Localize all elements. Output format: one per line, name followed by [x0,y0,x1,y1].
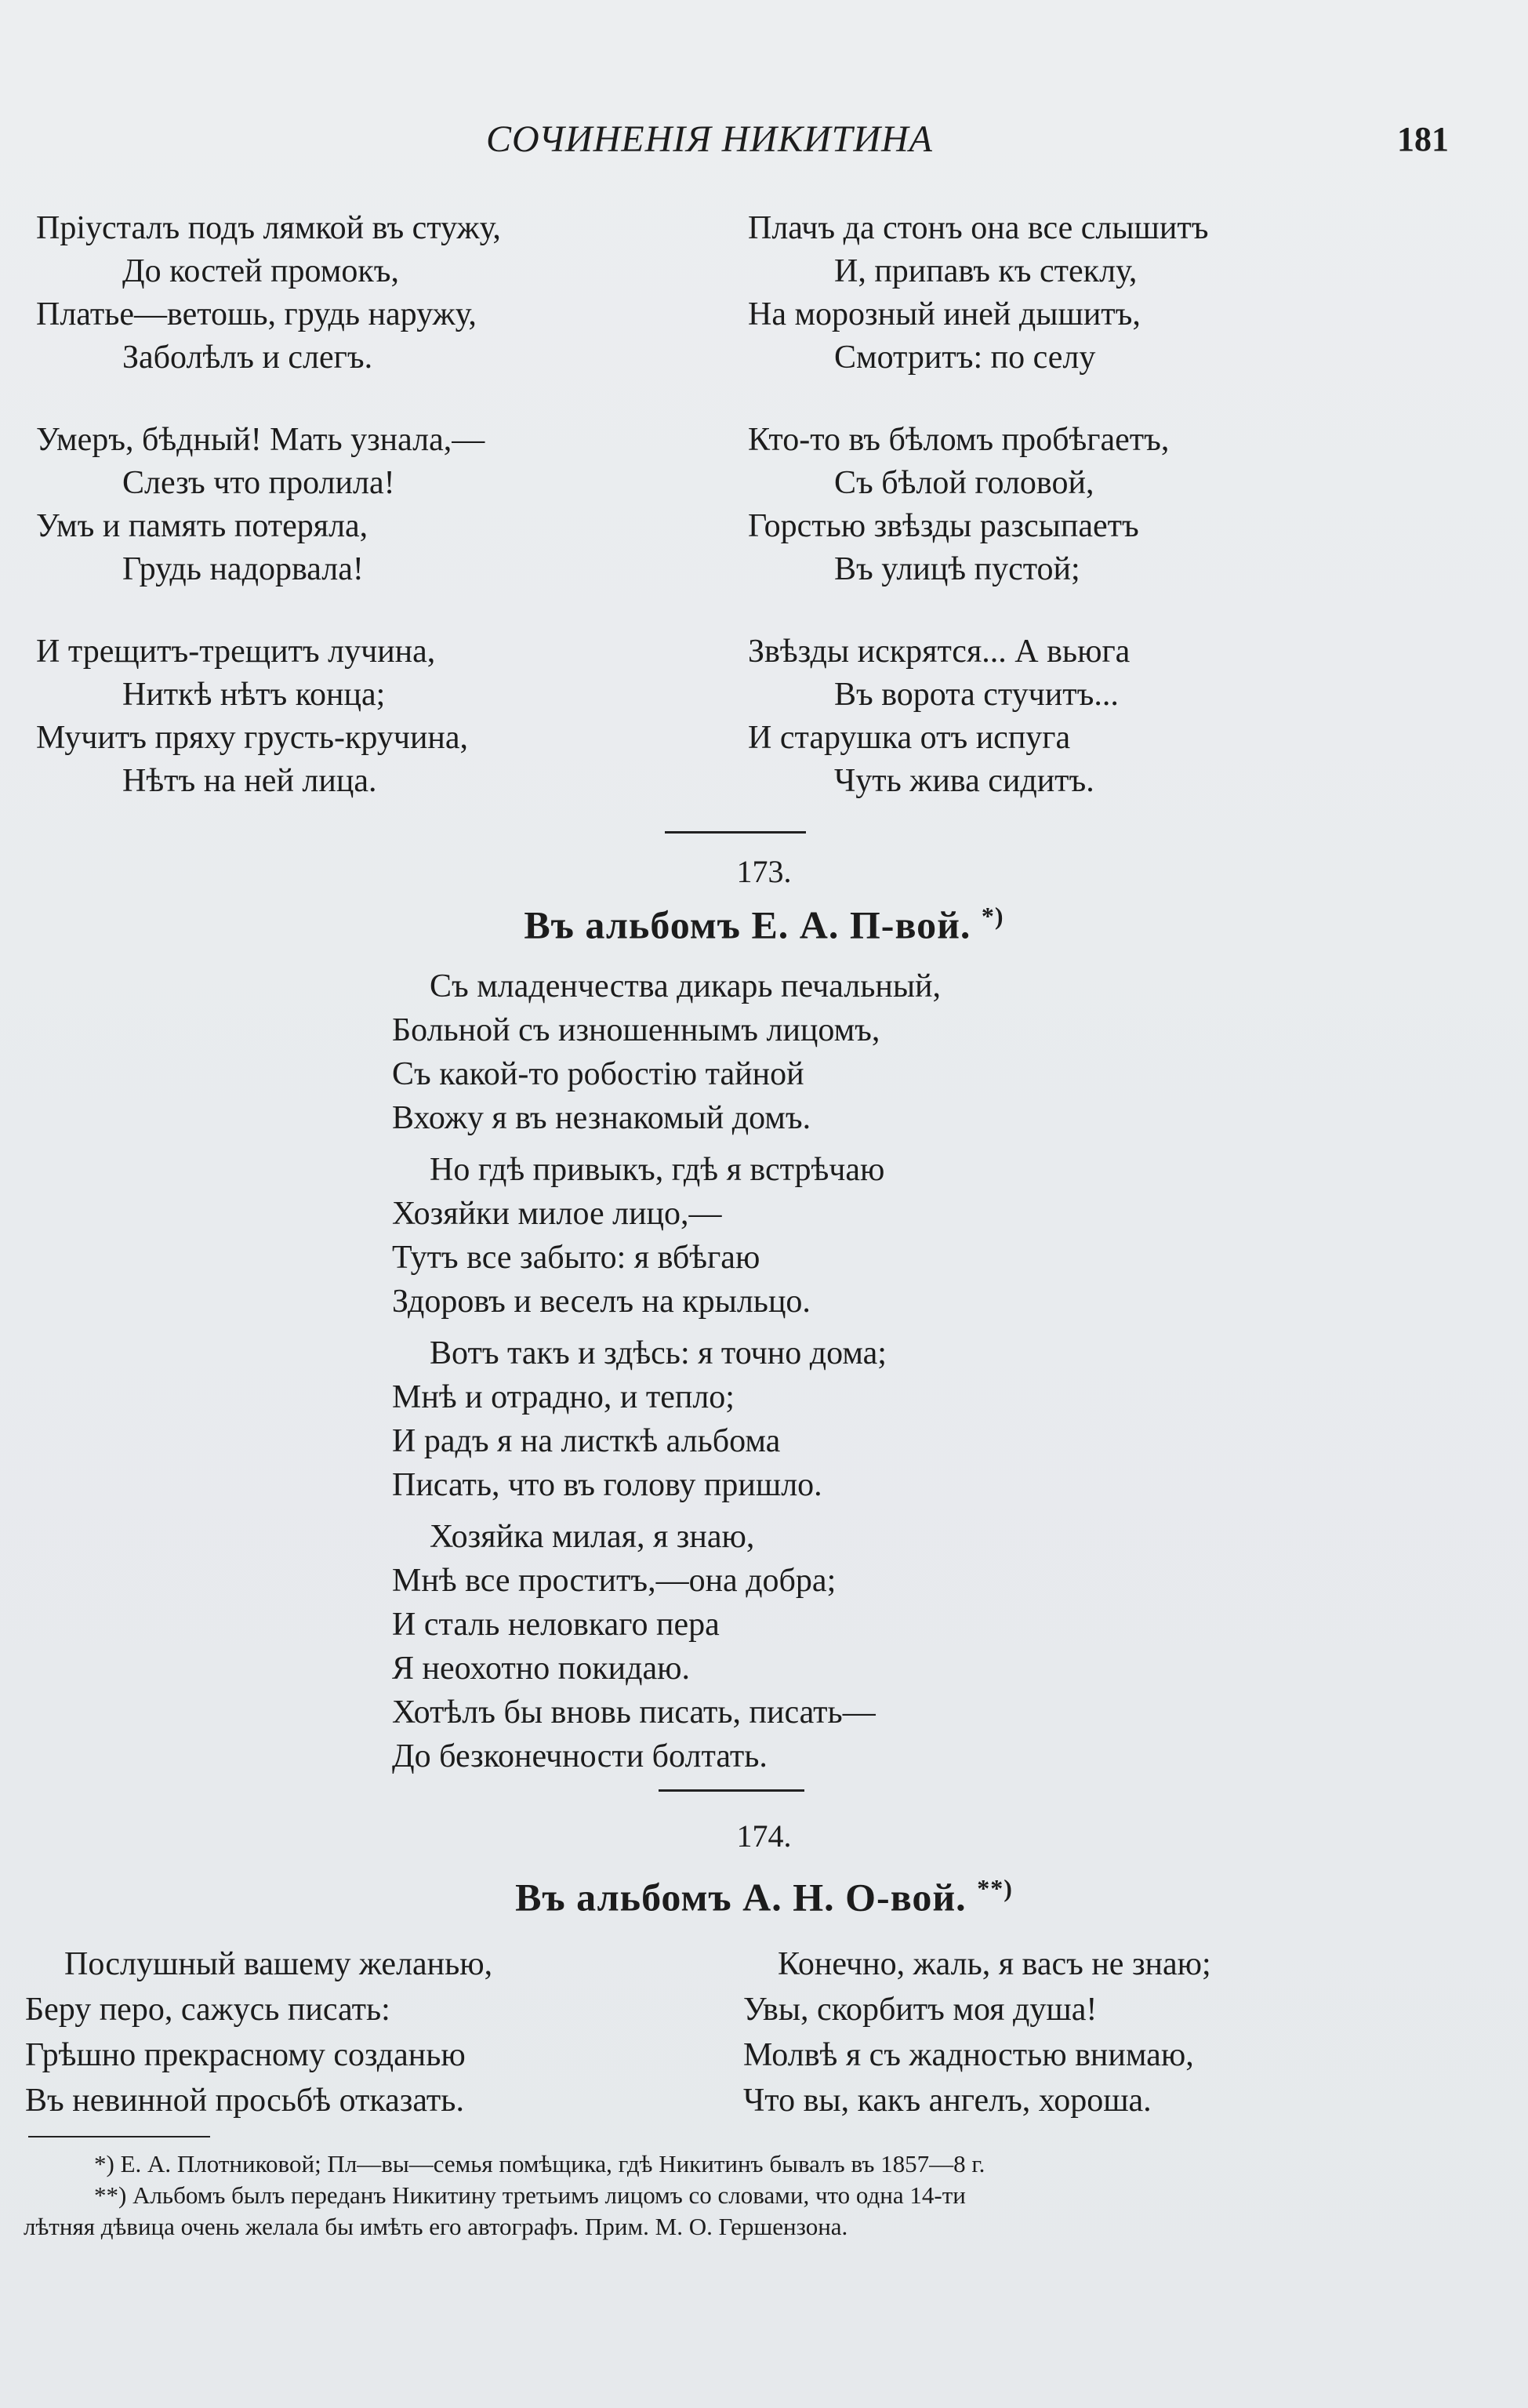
page-number: 181 [1397,120,1449,158]
verse-line: Увы, скорбитъ моя душа! [743,1992,1098,2028]
poem-title-text: Въ альбомъ А. Н. О-вой. [515,1875,967,1919]
verse-line: Плачъ да стонъ она все слышитъ [748,210,1209,246]
verse-line: Тутъ все забыто: я вбѣгаю [392,1240,760,1276]
poem-174-right-column [743,1941,1211,2123]
stanza [748,207,1208,380]
verse-line: Ниткѣ нѣтъ конца; [122,677,386,713]
stanza [36,630,501,803]
verse-line: Хотѣлъ бы вновь писать, писать— [392,1694,876,1731]
verse-line: Больной съ изношеннымъ лицомъ, [392,1012,880,1048]
verse-line: Чуть жива сидитъ. [834,763,1094,799]
verse-line: Хозяйка милая, я знаю, [430,1519,755,1555]
verse-line: Послушный вашему желанью, [64,1946,493,1982]
verse-line: На морозный иней дышитъ, [748,296,1141,332]
footnote-mark: **) [977,1874,1013,1902]
verse-line: Здоровъ и веселъ на крыльцо. [392,1284,811,1320]
poem-174-left-column [25,1941,492,2123]
verse-line: Горстью звѣзды разсыпаетъ [748,508,1139,544]
verse-line: Съ какой-то робостію тайной [392,1056,804,1092]
verse-line: Вотъ такъ и здѣсь: я точно дома; [430,1335,887,1371]
top-poem-right-column [748,207,1208,803]
stanza [392,1331,941,1507]
verse-line: До безконечности болтать. [392,1738,768,1774]
verse-line: Грѣшно прекрасному созданью [25,2037,466,2073]
stanza [392,1515,941,1778]
stanza [748,630,1208,803]
verse-line: Платье—ветошь, грудь наружу, [36,296,477,332]
verse-line: Грудь надорвала! [122,551,364,587]
poem-title [0,1874,1528,1920]
verse-line: Беру перо, сажусь писать: [25,1992,390,2028]
verse-line: Что вы, какъ ангелъ, хороша. [743,2083,1152,2119]
running-title: СОЧИНЕНІЯ НИКИТИНА [486,118,933,160]
verse-line: Писать, что въ голову пришло. [392,1467,822,1503]
verse-line: Молвѣ я съ жадностью внимаю, [743,2037,1194,2073]
section-divider [665,831,806,834]
stanza [392,1148,941,1324]
verse-line: Вхожу я въ незнакомый домъ. [392,1100,811,1136]
verse-line: Умеръ, бѣдный! Мать узнала,— [36,422,485,458]
verse-line: Смотритъ: по селу [834,340,1096,376]
verse-line: Пріусталъ подъ лямкой въ стужу, [36,210,501,246]
verse-line: Мнѣ и отрадно, и тепло; [392,1379,735,1415]
stanza [36,207,501,380]
poem-number: 173. [736,854,792,889]
stanza [36,419,501,591]
verse-line: Съ бѣлой головой, [834,465,1094,501]
poem-title [0,902,1528,948]
footnote-continuation: лѣтняя дѣвица очень желала бы имѣть его автографъ. Прим. М. О. Гершензона. [24,2213,848,2240]
footnote-divider [28,2136,210,2137]
verse-line: Въ ворота стучитъ... [834,677,1119,713]
poem-number: 174. [736,1818,792,1854]
stanza [748,419,1208,591]
verse-line: Конечно, жаль, я васъ не знаю; [778,1946,1211,1982]
stanza [392,964,941,1140]
verse-line: И, припавъ къ стеклу, [834,253,1138,289]
verse-line: Но гдѣ привыкъ, гдѣ я встрѣчаю [430,1152,885,1188]
verse-line: Съ младенчества дикарь печальный, [430,968,942,1004]
verse-line: Заболѣлъ и слегъ. [122,340,373,376]
verse-line: Хозяйки милое лицо,— [392,1196,722,1232]
poem-173-body [392,964,941,1786]
verse-line: Въ улицѣ пустой; [834,551,1080,587]
footnote-mark: *) [981,902,1004,930]
verse-line: Мнѣ все проститъ,—она добра; [392,1563,837,1599]
verse-line: Я неохотно покидаю. [392,1651,691,1687]
top-poem-left-column [36,207,501,803]
verse-line: И радъ я на листкѣ альбома [392,1423,781,1459]
footnote: **) Альбомъ былъ переданъ Никитину третьимъ лицомъ со словами, что одна 14-ти [94,2181,966,2209]
section-divider [659,1789,804,1792]
verse-line: Звѣзды искрятся... А вьюга [748,634,1131,670]
verse-line: Мучитъ пряху грусть-кручина, [36,720,469,756]
verse-line: До костей промокъ, [122,253,399,289]
verse-line: Кто-то въ бѣломъ пробѣгаетъ, [748,422,1170,458]
verse-line: Въ невинной просьбѣ отказать. [25,2083,464,2119]
verse-line: Нѣтъ на ней лица. [122,763,377,799]
footnotes [24,2148,1497,2243]
verse-line: Слезъ что пролила! [122,465,395,501]
verse-line: И трещитъ-трещитъ лучина, [36,634,436,670]
poem-title-text: Въ альбомъ Е. А. П-вой. [524,903,971,947]
verse-line: И старушка отъ испуга [748,720,1071,756]
verse-line: Умъ и память потеряла, [36,508,368,544]
footnote: *) Е. А. Плотниковой; Пл—вы—семья помѣщика, гдѣ Никитинъ бывалъ въ 1857—8 г. [94,2150,985,2177]
verse-line: И сталь неловкаго пера [392,1607,720,1643]
